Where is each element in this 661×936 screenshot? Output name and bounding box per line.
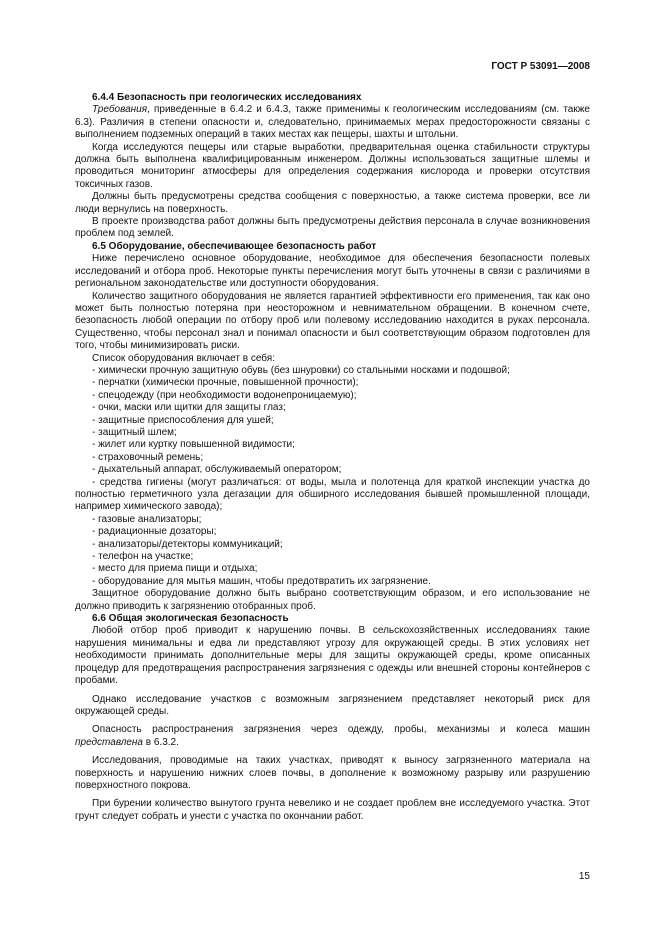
list-item: - защитный шлем; [92,426,177,438]
page-number: 15 [578,871,590,882]
section-heading: 6.5 Оборудование, обеспечивающее безопасность работ [92,240,377,252]
list-item: - анализаторы/детекторы коммуникаций; [92,538,283,550]
paragraph: При бурении количество вынутого грунта невелико и не создает проблем вне исследуемого участка. Этот грунт следует собрать и унести с участка по окончании работ. [75,798,590,822]
list-item: - перчатки (химически прочные, повышенной прочности); [92,377,359,389]
paragraph: Количество защитного оборудования не является гарантией эффективности его применения, так как оно может быть полностью потеряна при неосторожном и невнимательном обращении. В конечном счете, безопасность любой операции по отбору проб или полевому исследованию находится в руках персонала. Существенно, чтобы персонал знал и понимал опасности и был соответствующим образом подготовлен для того, чтобы минимизировать риски. [75,290,590,352]
list-item: - химически прочную защитную обувь (без шнуровки) со стальными носками и подошвой; [92,364,510,376]
doc-number: ГОСТ Р 53091—2008 [491,61,590,72]
section-heading: 6.6 Общая экологическая безопасность [92,613,289,625]
paragraph: Исследования, проводимые на таких участках, приводят к выносу загрязненного материала на поверхность и нарушению нижних слоев почвы, в дополнение к возможному разрыву или разрушению поверхностного покрова. [75,755,590,791]
list-item: - спецодежду (при необходимости водонепроницаемую); [92,389,357,401]
paragraph: Требования, приведенные в 6.4.2 и 6.4.3, также применимы к геологическим исследованиям (см. также 6.3). Различия в степени опасности и, следовательно, принимаемых мерах предосторожности связаны с выполнением подземных операций в таких местах как пещеры, шахты и штольни. [75,104,590,141]
list-item: - место для приема пищи и отдыха; [92,563,258,575]
list-item: - очки, маски или щитки для защиты глаз; [92,402,286,414]
list-item: - защитные приспособления для ушей; [92,414,274,426]
list-item: - оборудование для мытья машин, чтобы предотвратить их загрязнение. [92,575,431,587]
document-content [75,92,590,823]
paragraph: Однако исследование участков с возможным загрязнением представляет некоторый риск для окружающей среды. [75,693,590,717]
paragraph: Когда исследуются пещеры или старые выработки, предварительная оценка стабильности структуры должна быть выполнена квалифицированным инженером. Должны использоваться защитные шлемы и проводиться мониторинг атмосферы для определения содержания кислорода и проверки отсутствия токсичных газов. [75,141,590,190]
list-item: - газовые анализаторы; [92,513,202,525]
list-item: - радиационные дозаторы; [92,526,217,538]
page-footer [75,871,590,883]
paragraph: В проекте производства работ должны быть предусмотрены действия персонала в случае возникновения проблем под землей. [75,216,590,240]
list-item: - страховочный ремень; [92,451,204,463]
paragraph: Защитное оборудование должно быть выбрано соответствующим образом, и его использование не должно приводить к загрязнению отобранных проб. [75,588,590,612]
list-item: - дыхательный аппарат, обслуживаемый оператором; [92,464,342,476]
paragraph: Список оборудования включает в себя: [92,352,275,364]
list-item: - средства гигиены (могут различаться: от воды, мыла и полотенца для краткой инспекции участка до полностью герметичного узла дегазации для обширного исследования бывшей промышленной площади, например химического завода); [75,476,590,513]
list-item: - телефон на участке; [92,551,194,563]
paragraph: Любой отбор проб приводит к нарушению почвы. В сельскохозяйственных исследованиях такие нарушения минимальны и едва ли представляют угрозу для окружающей среды. В этих условиях нет необходимости принимать дополнительные меры для защиты окружающей среды, кроме описанных процедур для предотвращения распространения загрязнения с одежды или внешней стороны контейнеров с пробами. [75,625,590,687]
paragraph: Должны быть предусмотрены средства сообщения с поверхностью, а также система проверки, все ли люди вернулись на поверхность. [75,191,590,215]
paragraph: Опасность распространения загрязнения через одежду, пробы, механизмы и колеса машин представлена в 6.3.2. [75,724,590,748]
document-header [75,61,590,73]
section-heading: 6.4.4 Безопасность при геологических исследованиях [92,92,362,103]
paragraph: Ниже перечислено основное оборудование, необходимое для обеспечения безопасности полевых исследований и отбора проб. Некоторые пункты перечисления могут быть уточнены в связи с различиями в региональном законодательстве или доступности оборудования. [75,253,590,290]
list-item: - жилет или куртку повышенной видимости; [92,439,295,451]
